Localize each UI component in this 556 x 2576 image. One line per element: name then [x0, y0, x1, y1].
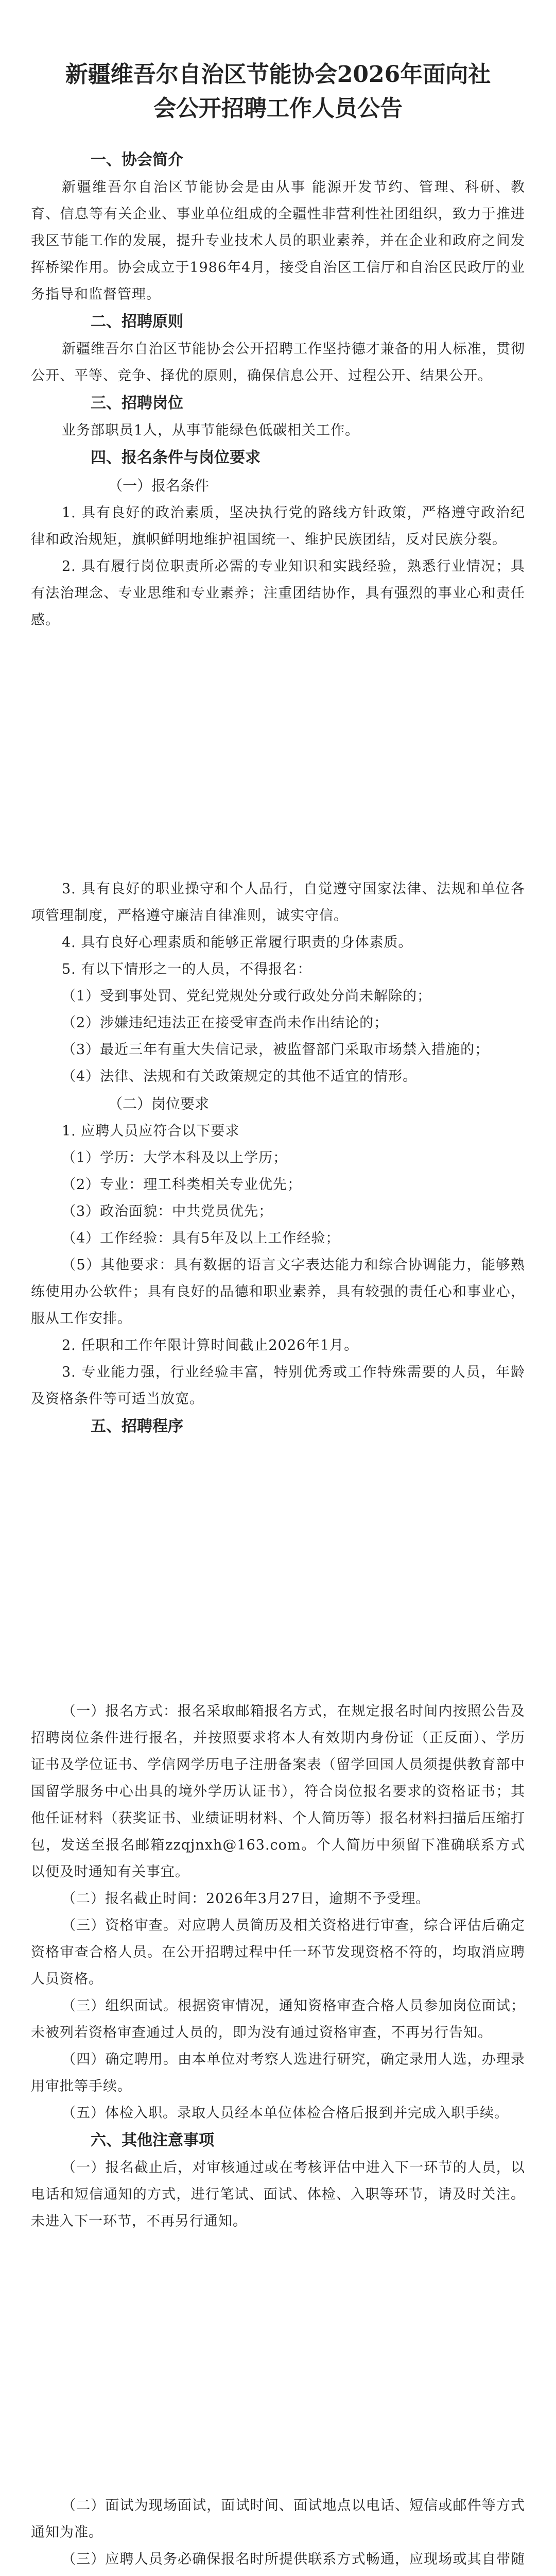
- list-item: 1. 应聘人员应符合以下要求: [62, 1123, 240, 1139]
- subsection-heading: （一）报名条件: [108, 477, 210, 494]
- list-item: （一）报名方式：报名采取邮箱报名方式，在规定报名时间内按照公告及招聘岗位条件进行报名，并按照要求将本人有效期内身份证（正反面）、学历证书及学位证书、学信网学历电子注册备案表（留学回国人员须提供教育部中国留学服务中心出具的境外学历认证书），符合岗位报名要求的资格证书；其他任证材料（获奖证书、业绩证明材料、个人简历等）报名材料扫描后压缩打包，发送至报名邮箱zzqjnxh@163.com。个人简历中须留下准确联系方式以便及时通知有关事宜。: [31, 1703, 525, 1880]
- blank-space: [31, 2235, 525, 2493]
- section-principles: [31, 308, 525, 389]
- section-heading: 一、协会简介: [91, 151, 183, 169]
- list-item: （4）法律、法规和有关政策规定的其他不适宜的情形。: [62, 1069, 418, 1084]
- list-item: 3. 具有良好的职业操守和个人品行，自觉遵守国家法律、法规和单位各项管理制度，严格遵守廉洁自律准则，诚实守信。: [31, 881, 525, 924]
- list-item: （五）体检入职。录取人员经本单位体检合格后报到并完成入职手续。: [62, 2105, 509, 2121]
- list-item: 2. 具有履行岗位职责所必需的专业知识和实践经验，熟悉行业情况；具有法治理念、专业思维和专业素养；注重团结协作，具有强烈的事业心和责任感。: [31, 558, 525, 628]
- list-item: （二）报名截止时间：2026年3月27日，逾期不予受理。: [62, 1891, 430, 1907]
- section-heading: 四、报名条件与岗位要求: [91, 449, 260, 467]
- list-item: （3）最近三年有重大失信记录，被监督部门采取市场禁入措施的；: [62, 1042, 490, 1058]
- list-item: （1）受到事处罚、党纪党规处分或行政处分尚未解除的；: [62, 988, 432, 1004]
- paragraph: 新疆维吾尔自治区节能协会公开招聘工作坚持德才兼备的用人标准，贯彻公开、平等、竞争、择优的原则，确保信息公开、过程公开、结果公开。: [31, 341, 525, 384]
- section-positions: [31, 389, 525, 444]
- list-item: （一）报名截止后，对审核通过或在考核评估中进入下一环节的人员，以电话和短信通知的方式，进行笔试、面试、体检、入职等环节，请及时关注。未进入下一环节，不再另行通知。: [31, 2160, 525, 2229]
- list-item: （三）资格审查。对应聘人员简历及相关资格进行审查，综合评估后确定资格审查合格人员。在公开招聘过程中任一环节发现资格不符的，均取消应聘人员资格。: [31, 1918, 525, 1987]
- list-item: 4. 具有良好心理素质和能够正常履行职责的身体素质。: [62, 935, 413, 951]
- subsection-heading: （二）岗位要求: [108, 1095, 210, 1112]
- page-title: [31, 0, 525, 126]
- blank-space: [31, 634, 525, 876]
- list-item: （4）工作经验：具有5年及以上工作经验；: [62, 1230, 340, 1246]
- section-heading: 五、招聘程序: [91, 1417, 183, 1435]
- list-item: （三）组织面试。根据资审情况，通知资格审查合格人员参加岗位面试；未被列若资格审查通过人员的，即为没有通过资格审查，不再另行告知。: [31, 1998, 525, 2041]
- list-item: （四）确定聘用。由本单位对考察人选进行研究，确定录用人选，办理录用审批等手续。: [31, 2052, 525, 2094]
- list-item: （三）应聘人员务必确保报名时所提供联系方式畅通，应现场或其自带随: [62, 2551, 525, 2567]
- section-intro: [31, 146, 525, 308]
- list-item: （2）涉嫌违纪违法正在接受审查尚未作出结论的；: [62, 1015, 389, 1031]
- list-item: （1）学历：大学本科及以上学历；: [62, 1150, 288, 1166]
- list-item: 5. 有以下情形之一的人员，不得报名：: [62, 961, 312, 977]
- section-requirements: [31, 444, 525, 1413]
- blank-space: [31, 1440, 525, 1698]
- list-item: 3. 专业能力强，行业经验丰富，特别优秀或工作特殊需要的人员，年龄及资格条件等可适当放宽。: [31, 1364, 525, 1407]
- list-item: 1. 具有良好的政治素质，坚决执行党的路线方针政策，严格遵守政治纪律和政治规矩，旗帜鲜明地维护祖国统一、维护民族团结，反对民族分裂。: [31, 505, 525, 548]
- title-line-2: 会公开招聘工作人员公告: [153, 95, 403, 122]
- section-procedure: [31, 1413, 525, 2127]
- list-item: 2. 任职和工作年限计算时间截止2026年1月。: [62, 1337, 359, 1353]
- paragraph: 新疆维吾尔自治区节能协会是由从事 能源开发节约、管理、科研、教育、信息等有关企业、事业单位组成的全疆性非营利性社团组织，致力于推进我区节能工作的发展，提升专业技术人员的职业素养，并在企业和政府之间发挥桥梁作用。协会成立于1986年4月，接受自治区工信厅和自治区民政厅的业务指导和监督管理。: [31, 179, 525, 302]
- list-item: （2）专业：理工科类相关专业优先；: [62, 1177, 302, 1193]
- section-notes: [31, 2127, 525, 2576]
- section-heading: 三、招聘岗位: [91, 394, 183, 412]
- title-line-1: 新疆维吾尔自治区节能协会2026年面向社: [65, 61, 491, 88]
- paragraph: 业务部职员1人，从事节能绿色低碳相关工作。: [62, 422, 360, 438]
- section-heading: 六、其他注意事项: [91, 2131, 214, 2149]
- list-item: （3）政治面貌：中共党员优先；: [62, 1204, 273, 1219]
- list-item: （二）面试为现场面试，面试时间、面试地点以电话、短信或邮件等方式通知为准。: [31, 2498, 525, 2540]
- section-heading: 二、招聘原则: [91, 313, 183, 331]
- list-item: （5）其他要求：具有数据的语言文字表达能力和综合协调能力，能够熟练使用办公软件；具有良好的品德和职业素养，具有较强的责任心和事业心，服从工作安排。: [31, 1257, 525, 1327]
